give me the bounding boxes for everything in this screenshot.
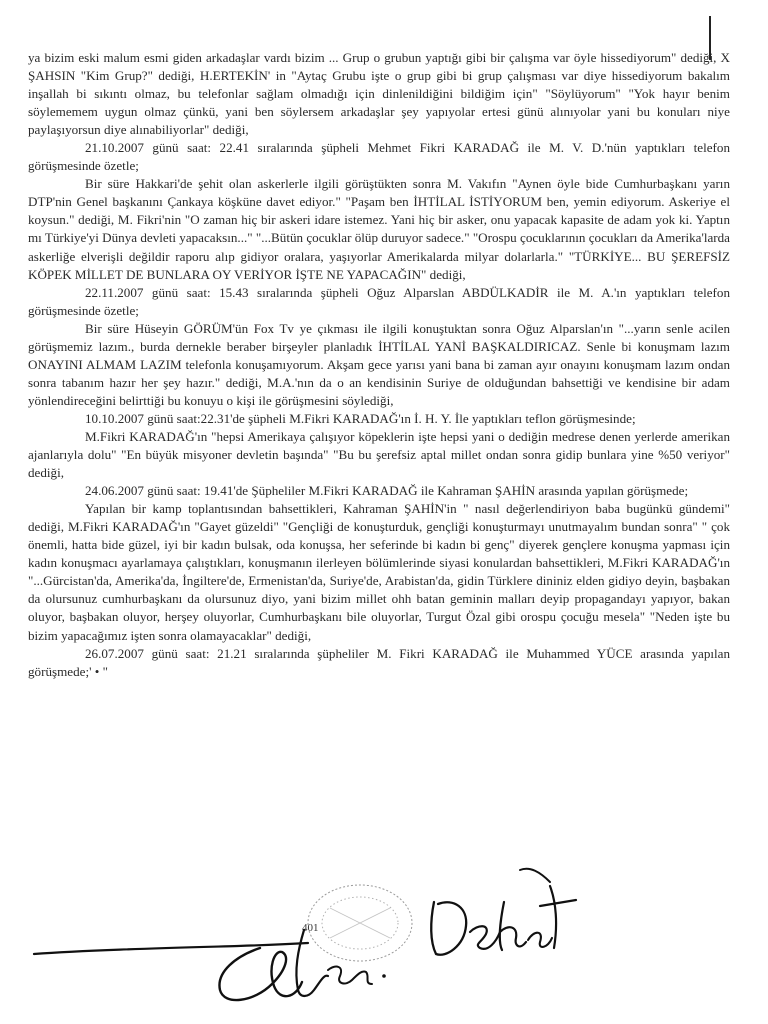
paragraph: M.Fikri KARADAĞ'ın "hepsi Amerikaya çalışıyor köpeklerin işte hepsi yani o dediğin medrese denen yerlerde amerikan ajanlarıyla dolu" "En büyük misyoner devletin başında" "Bu bu şerefsiz aptal millet ondan sonra gidip bunlara yine %50 veriyor" dediği, [28,428,730,481]
paragraph: 10.10.2007 günü saat:22.31'de şüpheli M.Fikri KARADAĞ'ın İ. H. Y. İle yaptıkları teflon görüşmesinde; [85,410,636,426]
paragraph: Yapılan bir kamp toplantısından bahsettikleri, Kahraman ŞAHİN'in " nasıl değerlendiriyon baba bugünkü gündemi" dediği, M.Fikri KARADAĞ'ın "Gayet güzeldi" "Gençliği de konuşturduk, gençliği konuşturmayı unutmayalım bundan sonra" " çok önemli, hatta bide güzel, iyi bir kadın bulsak, oda konuşsa, her seferinde bi kadın bi genç" diyerek gençlere konuşma yapması için kadın konuşmacı ayarlamaya çalıştıkları, konuşmanın ilerleyen bölümlerinde siyasi konulardan bahsettikleri, M.Fikri KARADAĞ'ın "...Gürcistan'da, Amerika'da, İngiltere'de, Ermenistan'da, Suriye'de, Arabistan'da, gidin Türklere dininiz elden gidiyo deyin, başbakan da olursunuz cumhurbaşkanı da olursunuz diyo, yani bizim millet ohh batan geminin malları deyip propagandayı yapıyor, bakan oluyor, başbakan oluyor, herşey oluyorlar, Cumhurbaşkanı bile oluyorlar, Turgut Özal gibi orospu çocuğu mesela" "Neden işte bu bizim yapacağımız işten sonra olamayacaklar" dediği, [28,501,730,643]
paragraph: 21.10.2007 günü saat: 22.41 sıralarında şüpheli Mehmet Fikri KARADAĞ ile M. V. D.'nün yaptıkları telefon görüşmesinde özetle; [28,140,730,174]
paragraph: Bir süre Hakkari'de şehit olan askerlerle ilgili görüştükten sonra M. Vakıfın "Aynen öyle bide Cumhurbaşkanı yarın DTP'nin Genel başkanını Çankaya köşküne davet ediyor." "Paşam ben İHTİLAL İSTİYORUM ben, yemin ediyorum. Askeriye el koysun." dediği, M. Fikri'nin "O zaman hiç bir askeri idare istemez. Yani hiç bir asker, onu yapacak kapasite de adam yok ki. Yaptın mı Türkiye'yi Dünya devleti yapacaksın..." "...Bütün çocuklar ölüp duruyor sadece." "Orospu çocuklarının çocukları da Amerika'larda askerliğe elverişli değildir raporu alıp gidiyor oralara, yaşıyorlar Amerikalarda milyar dolarlarla." "TÜRKİYE... BU ŞEREFSİZ KÖPEK MİLLET DE BUNLARA OY VERİYOR İŞTE NE YAPACAĞIN" dediği, [28,176,730,282]
paragraph: 26.07.2007 günü saat: 21.21 sıralarında şüpheliler M. Fikri KARADAĞ ile Muhammed YÜCE arasında yapılan görüşmede;' • " [28,645,730,679]
paragraph: ya bizim eski malum esmi giden arkadaşlar vardı bizim ... Grup o grubun yaptığı gibi bir çalışma var öyle hissediyorum" dediği, X ŞAHSIN "Kim Grup?" dediği, H.ERTEKİN' in "Aytaç Grubu işte o grup gibi bi grup çalışması var diye hissediyorum bakalım inşallah bi sıkıntı olmaz, bu telefonlar sağlam olmadığı için dinlenildiğini bildiğim için" "Söylüyorum" "Yok hayır benim söylememem uygun olmaz çünkü, yani ben söylersem arkadaşlar şey yapıyolar ertesi günü alınıyolar yani bu konuları niye paylaşıyorsun diye alınabiliyorlar" dediği, [28,50,730,138]
paragraph: Bir süre Hüseyin GÖRÜM'ün Fox Tv ye çıkması ile ilgili konuştuktan sonra Oğuz Alparslan'ın "...yarın senle acilen görüşmemiz lazım., burda dernekle beraber birşeyler planladık İHTİLAL YANİ BAŞKALDIRICAZ. Senle bi konuşmam lazım ONAYINI ALMAM LAZIM telefonla konuşamıyorum. Akşam gece yarısı yani bana bi zaman ayır onayını konuşmam lazım ondan sonra tabanım hazır her şey hazır." dediği, M.A.'nın da o an kendisinin Suriye de olduğundan bahsettiği ve kendisine bir adam yönlendireceğini belirttiği bu konuyu o kişi ile görüşmesini söylediği, [28,320,730,408]
signature-right [400,862,580,972]
document-body [28,49,730,681]
paragraph: 22.11.2007 günü saat: 15.43 sıralarında şüpheli Oğuz Alparslan ABDÜLKADİR ile M. A.'ın yaptıkları telefon görüşmesinde özetle; [28,284,730,318]
signature-left [28,910,408,1020]
page-number: 401 [302,922,319,934]
paragraph: 24.06.2007 günü saat: 19.41'de Şüpheliler M.Fikri KARADAĞ ile Kahraman ŞAHİN arasında yapılan görüşmede; [85,483,689,499]
